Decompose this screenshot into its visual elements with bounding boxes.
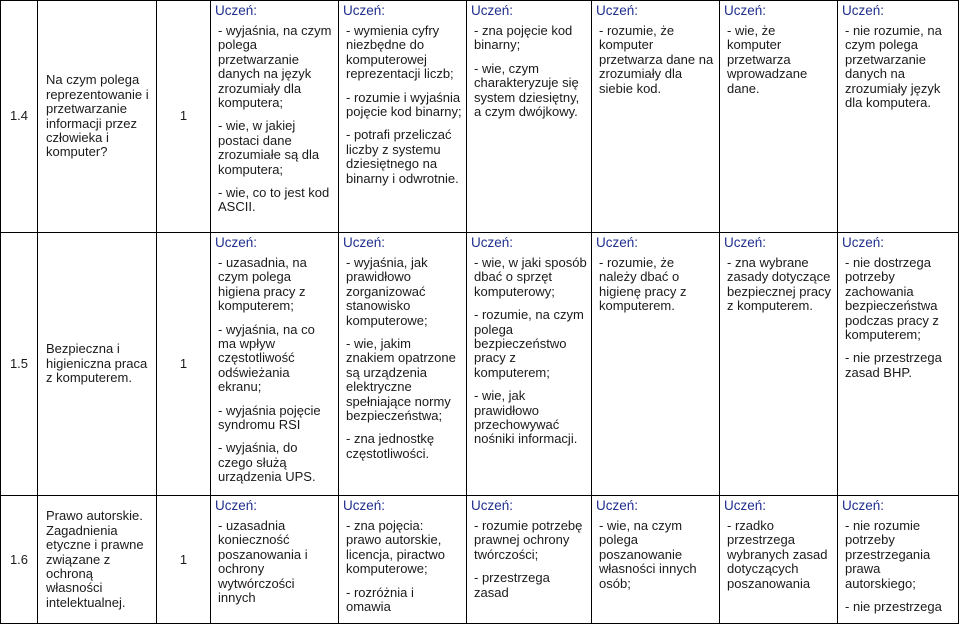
requirement-item: - rozumie potrzebę prawnej ochrony twórczości; xyxy=(474,518,583,562)
requirement-item: - wie, czym charakteryzuje się system dziesiętny, a czym dwójkowy. xyxy=(474,60,580,120)
grade-cell xyxy=(838,1,959,233)
grade-cell xyxy=(838,233,959,496)
row-number: 1.4 xyxy=(1,1,38,233)
requirement-item: - wie, że komputer przetwarza wprowadzane dane. xyxy=(727,23,808,96)
requirement-item: - rozróżnia i omawia xyxy=(346,584,414,615)
requirement-item: - nie przestrzega xyxy=(845,599,942,615)
requirement-item: - wie, co to jest kod ASCII. xyxy=(218,185,330,215)
lesson-topic: Na czym polega reprezentowanie i przetwarzanie informacji przez człowieka i komputer? xyxy=(38,1,157,233)
cell-heading: Uczeń: xyxy=(215,498,258,513)
grade-cell xyxy=(211,233,339,496)
cell-heading: Uczeń: xyxy=(596,235,639,250)
grade-cell xyxy=(339,496,467,624)
requirement-item: - wie, jak prawidłowo przechowywać nośniki informacji. xyxy=(474,388,578,447)
row-number: 1.6 xyxy=(1,496,38,624)
cell-heading: Uczeń: xyxy=(842,235,885,250)
grade-cell xyxy=(720,1,838,233)
grade-cell xyxy=(592,1,720,233)
requirement-item: - zna jednostkę częstotliwości. xyxy=(346,431,435,461)
requirement-item: - wyjaśnia, do czego służą urządzenia UPS. xyxy=(218,440,316,485)
table-row xyxy=(1,496,959,624)
hours-count: 1 xyxy=(157,233,211,496)
cell-heading: Uczeń: xyxy=(842,3,885,18)
requirement-item: - przestrzega zasad xyxy=(474,570,550,600)
grade-cell xyxy=(838,496,959,624)
requirement-item: - nie rozumie potrzeby przestrzegania prawa autorskiego; xyxy=(845,518,931,591)
grade-cell xyxy=(339,1,467,233)
grade-cell xyxy=(592,496,720,624)
requirement-item: - rozumie, na czym polega bezpieczeństwo pracy z komputerem; xyxy=(474,307,584,380)
requirement-item: - zna pojęcie kod binarny; xyxy=(474,23,573,53)
requirement-item: - nie dostrzega potrzeby zachowania bezpieczeństwa podczas pracy z komputerem; xyxy=(845,255,939,343)
requirement-item: - zna pojęcia: prawo autorskie, licencja, piractwo komputerowe; xyxy=(346,518,445,577)
grade-cell xyxy=(339,233,467,496)
grade-cell xyxy=(467,496,592,624)
requirement-item: - wyjaśnia, na czym polega przetwarzanie danych na język zrozumiały dla komputera; xyxy=(218,23,332,111)
grade-cell xyxy=(592,233,720,496)
requirement-item: - uzasadnia, na czym polega higiena pracy z komputerem; xyxy=(218,255,307,314)
grade-cell xyxy=(467,233,592,496)
requirement-item: - uzasadnia konieczność poszanowania i ochrony wytwórczości innych xyxy=(218,518,308,606)
hours-count: 1 xyxy=(157,496,211,624)
requirement-item: - wie, w jaki sposób dbać o sprzęt komputerowy; xyxy=(474,255,587,299)
cell-heading: Uczeń: xyxy=(471,235,514,250)
cell-heading: Uczeń: xyxy=(215,3,258,18)
cell-heading: Uczeń: xyxy=(596,498,639,513)
cell-heading: Uczeń: xyxy=(215,235,258,250)
grade-cell xyxy=(211,496,339,624)
grade-cell xyxy=(720,496,838,624)
requirement-item: - rozumie, że należy dbać o higienę pracy z komputerem. xyxy=(599,255,687,314)
cell-heading: Uczeń: xyxy=(343,498,386,513)
table-row xyxy=(1,233,959,496)
requirement-item: - nie rozumie, na czym polega przetwarzanie danych na zrozumiały język dla komputera. xyxy=(845,23,942,111)
lesson-topic: Prawo autorskie. Zagadnienia etyczne i prawne związane z ochroną własności intelektualnej. xyxy=(38,496,157,624)
lesson-topic: Bezpieczna i higieniczna praca z komputerem. xyxy=(38,233,157,496)
cell-heading: Uczeń: xyxy=(724,3,767,18)
table-row xyxy=(1,1,959,233)
cell-heading: Uczeń: xyxy=(343,235,386,250)
row-number: 1.5 xyxy=(1,233,38,496)
requirement-item: - rzadko przestrzega wybranych zasad dotyczących poszanowania xyxy=(727,518,828,591)
requirement-item: - wie, jakim znakiem opatrzone są urządzenia elektryczne spełniające normy bezpieczeństwa; xyxy=(346,336,456,424)
requirement-item: - potrafi przeliczać liczby z systemu dziesiętnego na binarny i odwrotnie. xyxy=(346,127,459,186)
requirement-item: - zna wybrane zasady dotyczące bezpiecznej pracy z komputerem. xyxy=(727,255,832,314)
cell-heading: Uczeń: xyxy=(842,498,885,513)
requirement-item: - wyjaśnia, jak prawidłowo zorganizować stanowisko komputerowe; xyxy=(346,255,428,328)
grade-cell xyxy=(720,233,838,496)
requirement-item: - wie, na czym polega poszanowanie własności innych osób; xyxy=(599,518,697,591)
requirement-item: - wyjaśnia, na co ma wpływ częstotliwość odświeżania ekranu; xyxy=(218,321,315,395)
requirement-item: - wymienia cyfry niezbędne do komputerowej reprezentacji liczb; xyxy=(346,23,454,82)
grade-cell xyxy=(467,1,592,233)
hours-count: 1 xyxy=(157,1,211,233)
requirement-item: - wyjaśnia pojęcie syndromu RSI xyxy=(218,402,321,433)
requirement-item: - rozumie, że komputer przetwarza dane na zrozumiały dla siebie kod. xyxy=(599,23,714,96)
cell-heading: Uczeń: xyxy=(343,3,386,18)
cell-heading: Uczeń: xyxy=(724,498,767,513)
requirement-item: - rozumie i wyjaśnia pojęcie kod binarny; xyxy=(346,89,462,120)
requirement-item: - wie, w jakiej postaci dane zrozumiałe są dla komputera; xyxy=(218,118,320,177)
cell-heading: Uczeń: xyxy=(471,498,514,513)
cell-heading: Uczeń: xyxy=(724,235,767,250)
requirement-item: - nie przestrzega zasad BHP. xyxy=(845,350,942,380)
cell-heading: Uczeń: xyxy=(471,3,514,18)
cell-heading: Uczeń: xyxy=(596,3,639,18)
grade-cell xyxy=(211,1,339,233)
